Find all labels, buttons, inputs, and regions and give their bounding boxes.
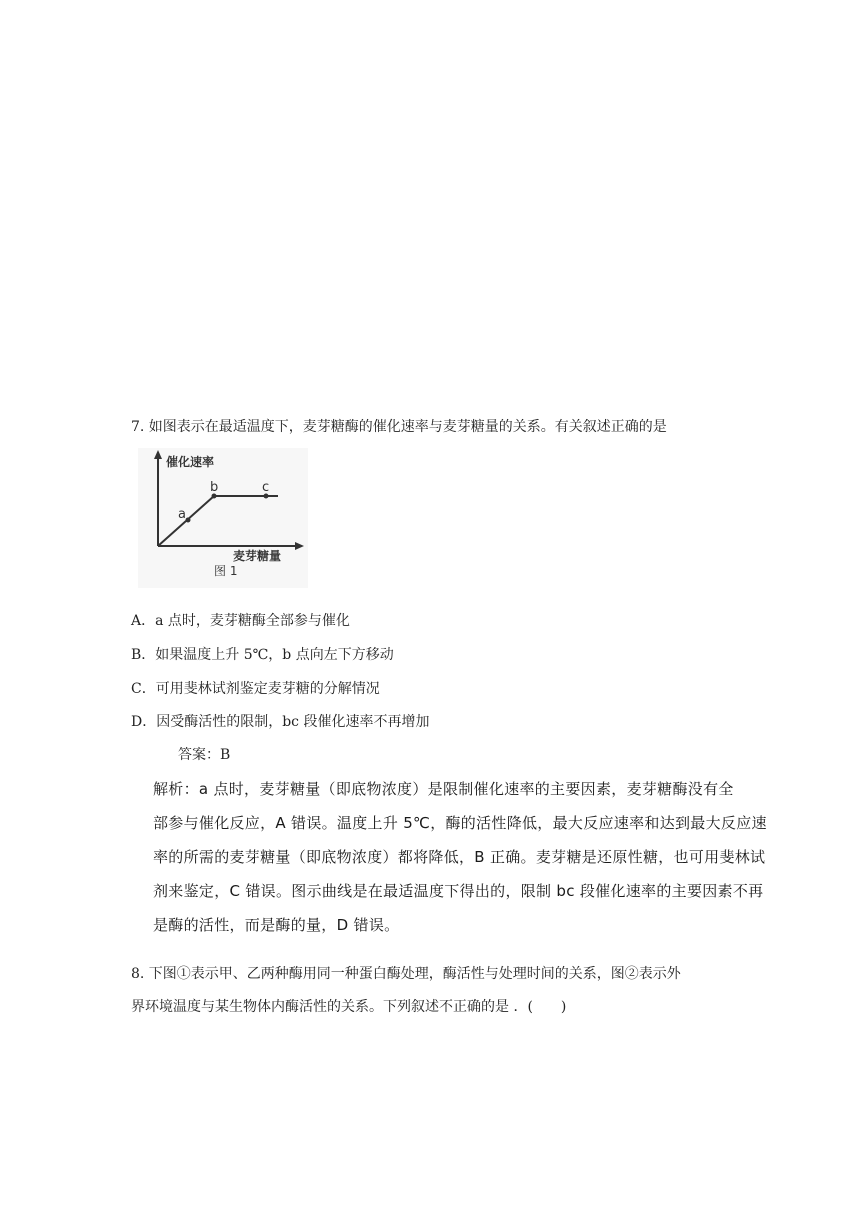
point-c-label: c xyxy=(262,480,270,495)
explanation-line-5: 是酶的活性，而是酶的量，D 错误。 xyxy=(153,916,400,934)
x-axis-label: 麦芽糖量 xyxy=(233,549,282,563)
x-axis-arrow xyxy=(295,542,304,550)
question-7-stem: 7. 如图表示在最适温度下，麦芽糖酶的催化速率与麦芽糖量的关系。有关叙述正确的是 xyxy=(131,419,667,435)
point-a-label: a xyxy=(178,507,186,522)
option-c: C．可用斐林试剂鉴定麦芽糖的分解情况 xyxy=(131,681,380,697)
question-8-line-1: 8. 下图①表示甲、乙两种酶用同一种蛋白酶处理，酶活性与处理时间的关系，图②表示外 xyxy=(131,966,681,982)
question-8-line-2: 界环境温度与某生物体内酶活性的关系。下列叙述不正确的是 ．( ) xyxy=(131,999,567,1015)
explanation-line-3: 率的所需的麦芽糖量（即底物浓度）都将降低，B 正确。麦芽糖是还原性糖，也可用斐林试 xyxy=(153,848,766,866)
y-axis-arrow xyxy=(154,450,162,459)
point-b-label: b xyxy=(210,480,219,495)
rate-curve xyxy=(158,496,278,546)
explanation-line-1: 解析：a 点时，麦芽糖量（即底物浓度）是限制催化速率的主要因素，麦芽糖酶没有全 xyxy=(153,780,734,798)
point-a xyxy=(186,518,191,523)
option-a: A．a 点时，麦芽糖酶全部参与催化 xyxy=(131,613,350,629)
option-d: D．因受酶活性的限制，bc 段催化速率不再增加 xyxy=(131,714,430,730)
option-b: B．如果温度上升 5℃，b 点向左下方移动 xyxy=(131,647,394,663)
figure-1-graph xyxy=(138,448,308,588)
explanation-line-4: 剂来鉴定，C 错误。图示曲线是在最适温度下得出的，限制 bc 段催化速率的主要因素不再 xyxy=(153,882,764,900)
answer-label: 答案：B xyxy=(178,747,231,763)
figure-caption: 图 1 xyxy=(214,564,238,578)
explanation-line-2: 部参与催化反应，A 错误。温度上升 5℃，酶的活性降低，最大反应速率和达到最大反应速 xyxy=(153,814,767,832)
y-axis-label: 催化速率 xyxy=(166,455,215,469)
